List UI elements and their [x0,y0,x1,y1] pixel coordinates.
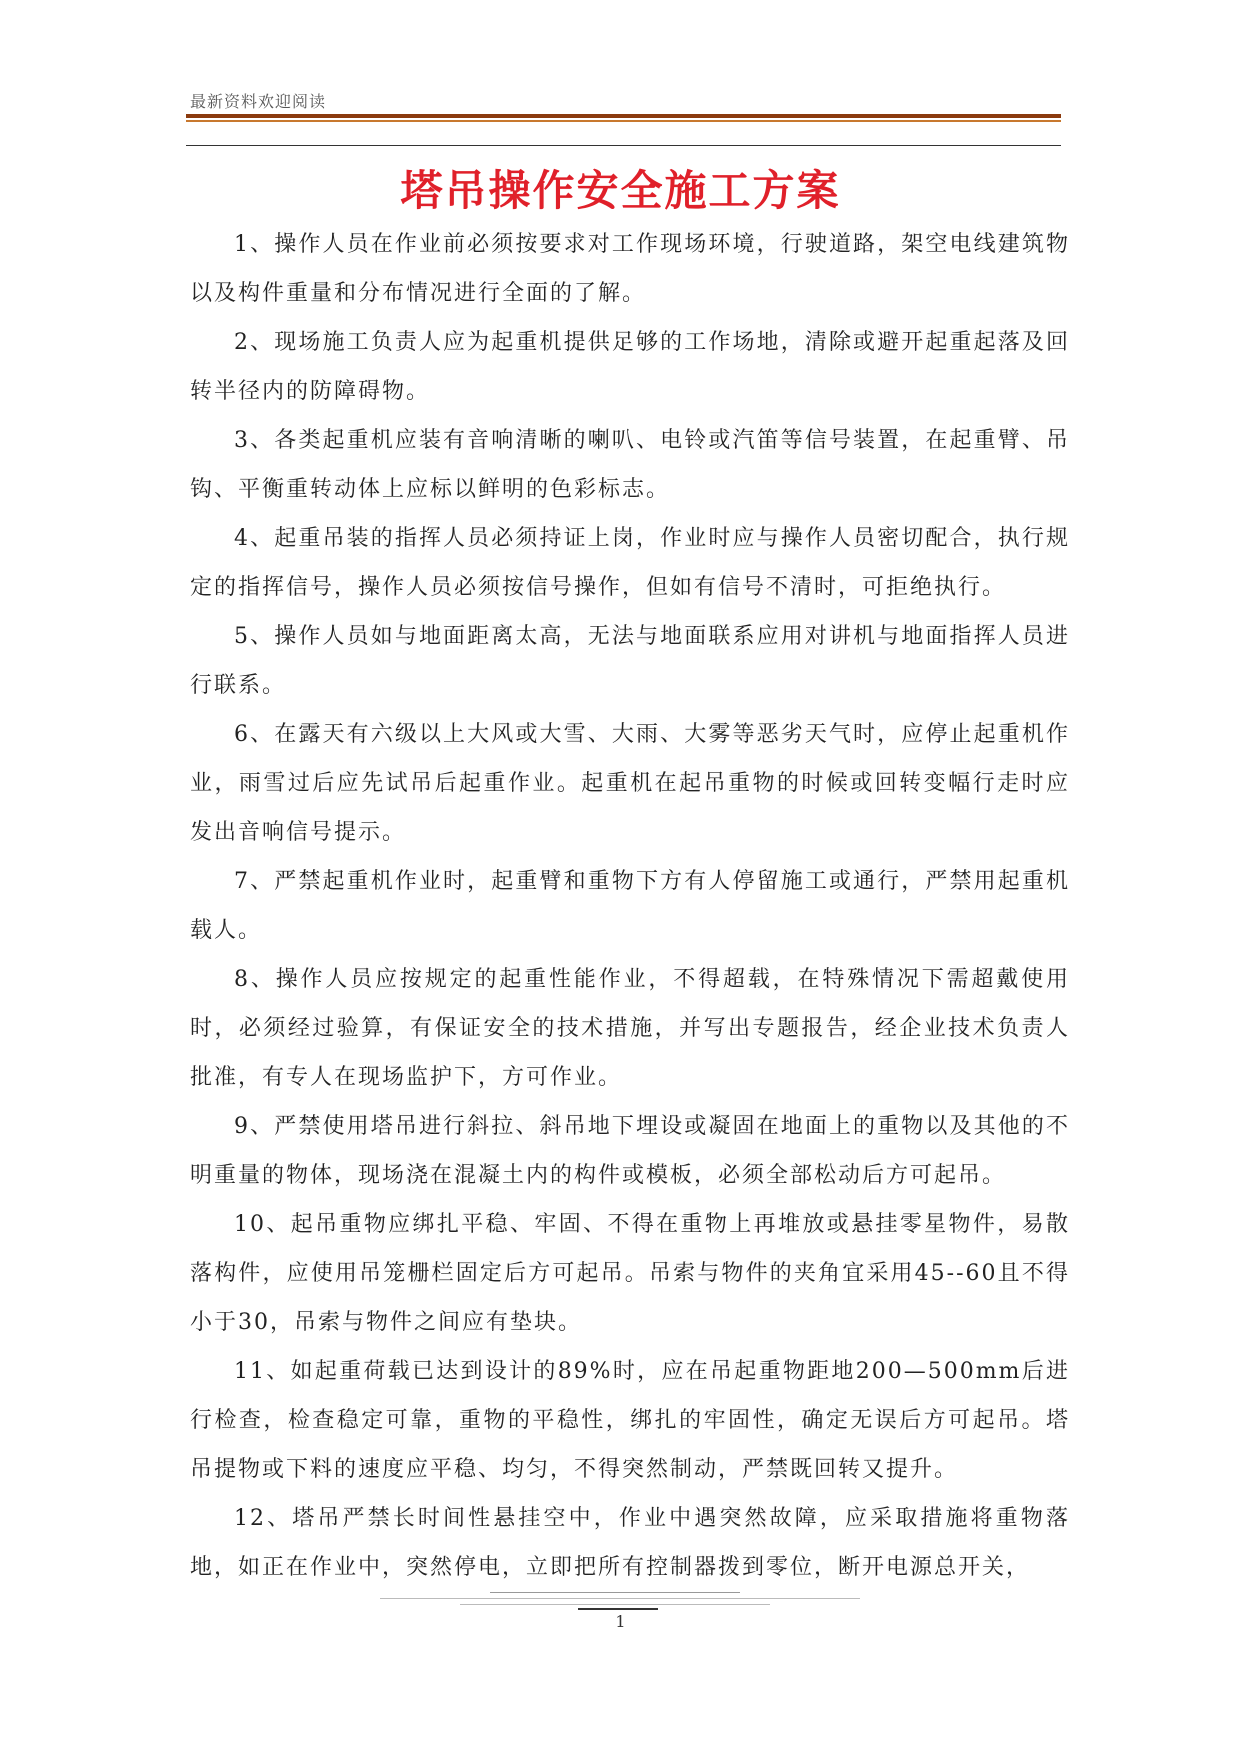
paragraph: 12、塔吊严禁长时间性悬挂空中，作业中遇突然故障，应采取措施将重物落地，如正在作业中，突然停电，立即把所有控制器拨到零位，断开电源总开关， [190,1506,1070,1580]
paragraph: 11、如起重荷载已达到设计的89%时，应在吊起重物距地200—500mm后进行检查，检查稳定可靠，重物的平稳性，绑扎的牢固性，确定无误后方可起吊。塔吊提物或下料的速度应平稳、均匀，不得突然制动，严禁既回转又提升。 [190,1359,1070,1482]
paragraph: 5、操作人员如与地面距离太高，无法与地面联系应用对讲机与地面指挥人员进行联系。 [190,624,1070,698]
paragraph: 10、起吊重物应绑扎平稳、牢固、不得在重物上再堆放或悬挂零星物件，易散落构件，应使用吊笼栅栏固定后方可起吊。吊索与物件的夹角宜采用45--60且不得小于30，吊索与物件之间应有垫块。 [190,1212,1070,1335]
header-text: 最新资料欢迎阅读 [190,92,327,111]
document-title: 塔吊操作安全施工方案 [400,166,841,215]
paragraph: 3、各类起重机应装有音响清晰的喇叭、电铃或汽笛等信号装置，在起重臂、吊钩、平衡重转动体上应标以鲜明的色彩标志。 [190,428,1070,502]
paragraph: 9、严禁使用塔吊进行斜拉、斜吊地下埋设或凝固在地面上的重物以及其他的不明重量的物体，现场浇在混凝土内的构件或模板，必须全部松动后方可起吊。 [190,1114,1070,1188]
paragraph: 4、起重吊装的指挥人员必须持证上岗，作业时应与操作人员密切配合，执行规定的指挥信号，操作人员必须按信号操作，但如有信号不清时，可拒绝执行。 [190,526,1070,600]
footer-rule [460,1604,770,1605]
paragraph: 6、在露天有六级以上大风或大雪、大雨、大雾等恶劣天气时，应停止起重机作业，雨雪过后应先试吊后起重作业。起重机在起吊重物的时候或回转变幅行走时应发出音响信号提示。 [190,722,1070,845]
header-rule-accent [186,120,1061,122]
paragraph: 1、操作人员在作业前必须按要求对工作现场环境，行驶道路，架空电线建筑物以及构件重量和分布情况进行全面的了解。 [190,232,1070,306]
paragraph: 8、操作人员应按规定的起重性能作业，不得超载，在特殊情况下需超戴使用时，必须经过验算，有保证安全的技术措施，并写出专题报告，经企业技术负责人批准，有专人在现场监护下，方可作业。 [190,967,1070,1090]
title-divider [186,145,1061,146]
footer-rule [578,1608,658,1610]
footer-rule [380,1598,860,1599]
header-rule [186,114,1061,118]
footer-rule [490,1592,740,1593]
paragraph: 2、现场施工负责人应为起重机提供足够的工作场地，清除或避开起重起落及回转半径内的防障碍物。 [190,330,1070,404]
paragraph: 7、严禁起重机作业时，起重臂和重物下方有人停留施工或通行，严禁用起重机载人。 [190,869,1070,943]
page-number: 1 [615,1612,626,1631]
document-body [190,220,1070,1592]
